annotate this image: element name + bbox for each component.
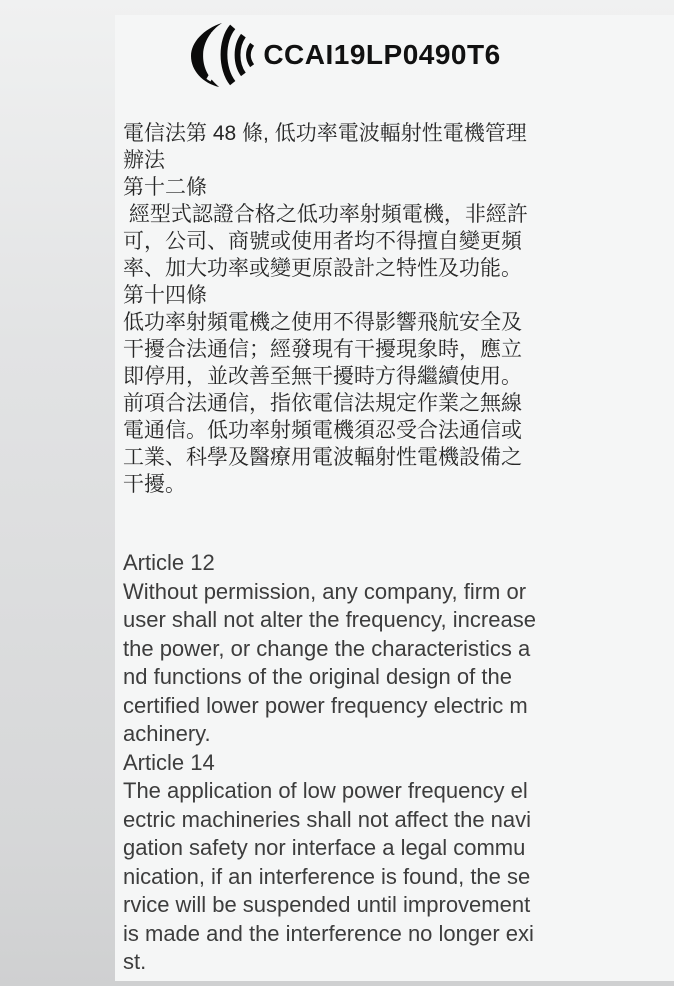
chinese-regulation-text: 電信法第 48 條, 低功率電波輻射性電機管理 辦法 第十二條 經型式認證合格之低功率射頻電機，非經許 可，公司、商號或使用者均不得擅自變更頻 率、加大功率或變更原設計之特性及功能。 第十四條 低功率射頻電機之使用不得影響飛航安全及 干擾合法通信；經發現有干擾現象時，應立 即停用，並改善至無干擾時方得繼續使用。 前項合法通信，指依電信法規定作業之無線 電通信。低功率射頻電機須忍受合法通信或 工業、科學及醫療用電波輻射性電機設備之 干擾。: [123, 122, 528, 496]
english-regulation-text: Article 12 Without permission, any company, firm or user shall not alter the frequency, increase the power, or change the characteristics a nd functions of the original design of the certified lower power frequency electric m achinery. Article 14 The application of low power frequency el ectric machineries shall not affect the navi gation safety nor interface a legal commu nication, if an interference is found, the se rvice will be suspended until improvement is made and the interference no longer exi st.: [123, 550, 536, 974]
ncc-logo-row: [123, 23, 568, 87]
certification-id-text: CCAI19LP0490T6: [263, 39, 501, 70]
label-content-column: [123, 23, 568, 977]
certification-label-panel: [115, 15, 674, 981]
ncc-radio-waves-icon: [190, 23, 256, 87]
